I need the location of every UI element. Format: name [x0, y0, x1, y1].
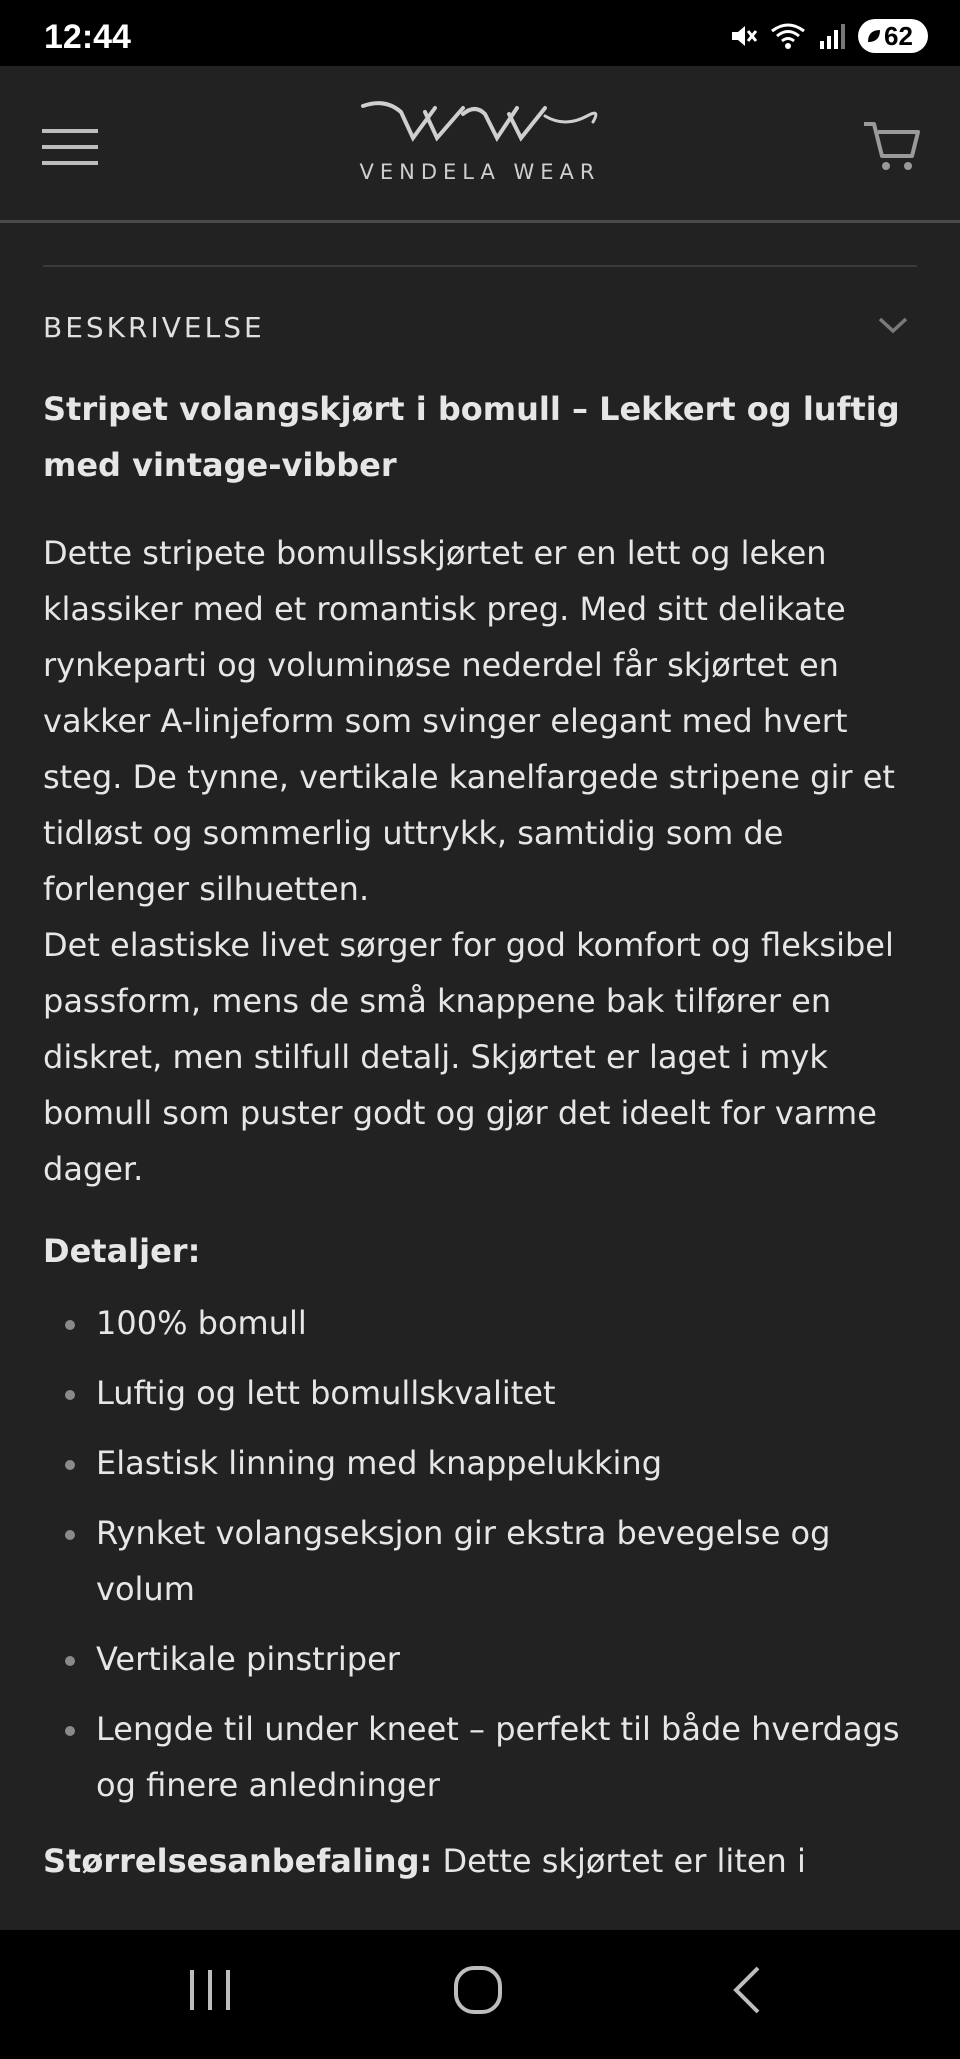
battery-level: 62	[884, 20, 913, 51]
details-label: Detaljer:	[43, 1232, 201, 1270]
menu-icon	[42, 128, 98, 166]
list-item: Luftig og lett bomullskvalitet	[43, 1365, 917, 1421]
list-item: 100% bomull	[43, 1295, 917, 1351]
description-paragraph-2: Det elastiske livet sørger for god komfort og fleksibel passform, mens de små knappene bak tilfører en diskret, men stilfull detalj. Skjørtet er laget i myk bomull som puster godt og gjør det ideelt for varme dager.	[43, 926, 894, 1188]
cart-button[interactable]	[862, 118, 920, 174]
size-recommendation-text: Dette skjørtet er liten i	[432, 1842, 806, 1880]
list-item: Vertikale pinstriper	[43, 1631, 917, 1687]
status-bar	[0, 0, 960, 66]
list-item: Lengde til under kneet – perfekt til både hverdags og finere anledninger	[43, 1701, 917, 1813]
brand-name: VENDELA WEAR	[359, 160, 601, 184]
size-recommendation	[43, 1833, 917, 1889]
recent-apps-button[interactable]	[186, 1960, 234, 2024]
details-list	[43, 1295, 917, 1813]
back-icon	[728, 1960, 768, 2020]
brand-logo[interactable]	[340, 94, 620, 204]
size-recommendation-label: Størrelsesanbefaling:	[43, 1842, 433, 1880]
recent-apps-icon	[186, 1960, 234, 2020]
home-icon	[452, 1960, 508, 2020]
logo-monogram	[355, 94, 605, 154]
list-item: Rynket volangseksjon gir ekstra bevegelse og volum	[43, 1505, 917, 1617]
back-button[interactable]	[728, 1960, 768, 2024]
cart-icon	[862, 118, 920, 174]
status-time: 12:44	[44, 18, 131, 56]
leaf-icon	[866, 28, 882, 44]
wifi-icon	[770, 21, 806, 51]
home-button[interactable]	[452, 1960, 508, 2024]
description-accordion-toggle[interactable]	[43, 267, 917, 385]
mute-icon	[728, 21, 758, 51]
menu-button[interactable]	[42, 128, 98, 166]
product-description-section	[0, 223, 960, 1930]
description-paragraph-1: Dette stripete bomullsskjørtet er en lett og leken klassiker med et romantisk preg. Med sitt delikate rynkeparti og voluminøse nederdel får skjørtet en vakker A-linjeform som svinger elegant med hvert steg. De tynne, vertikale kanelfargede stripene gir et tidløst og sommerlig uttrykk, samtidig som de forlenger silhuetten.	[43, 534, 895, 908]
accordion-title: BESKRIVELSE	[43, 310, 265, 344]
site-header	[0, 66, 960, 223]
description-paragraph	[43, 525, 917, 1197]
status-icons	[728, 16, 928, 56]
battery-icon	[858, 19, 928, 53]
signal-icon	[818, 23, 846, 49]
chevron-down-icon	[877, 315, 909, 339]
list-item: Elastisk linning med knappelukking	[43, 1435, 917, 1491]
description-subtitle: Stripet volangskjørt i bomull – Lekkert og luftig med vintage-vibber	[43, 390, 900, 484]
system-nav-bar	[0, 1930, 960, 2059]
